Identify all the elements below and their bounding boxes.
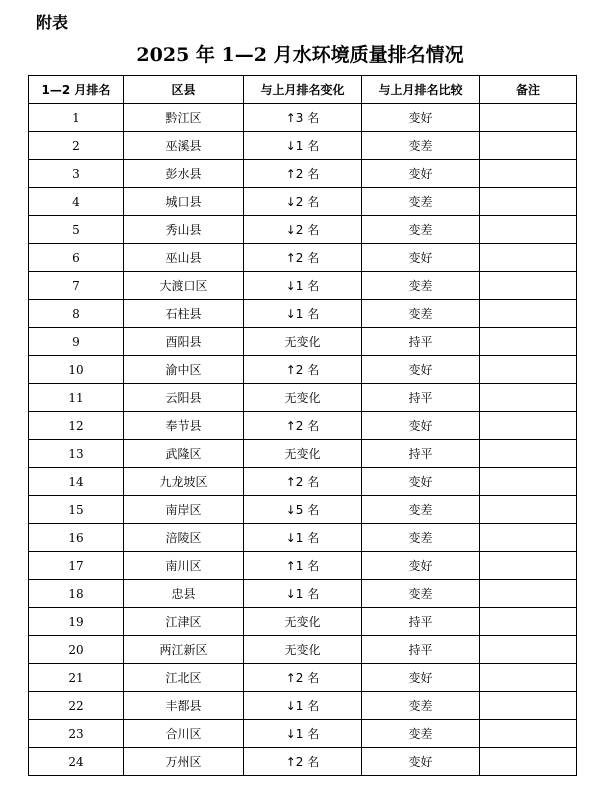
change-cell: ↑2 名 xyxy=(244,468,362,496)
district-cell: 石柱县 xyxy=(124,300,244,328)
compare-cell: 变好 xyxy=(362,468,480,496)
note-cell xyxy=(480,552,577,580)
change-cell: 无变化 xyxy=(244,440,362,468)
rank-cell: 12 xyxy=(29,412,124,440)
change-cell: ↑1 名 xyxy=(244,552,362,580)
district-cell: 云阳县 xyxy=(124,384,244,412)
note-cell xyxy=(480,580,577,608)
table-row xyxy=(29,664,577,692)
table-row xyxy=(29,272,577,300)
note-cell xyxy=(480,748,577,776)
district-cell: 巫溪县 xyxy=(124,132,244,160)
rank-cell: 23 xyxy=(29,720,124,748)
change-cell: ↓1 名 xyxy=(244,300,362,328)
table-row xyxy=(29,496,577,524)
change-cell: ↑3 名 xyxy=(244,104,362,132)
change-cell: ↓2 名 xyxy=(244,216,362,244)
rank-cell: 11 xyxy=(29,384,124,412)
rank-cell: 15 xyxy=(29,496,124,524)
table-row xyxy=(29,244,577,272)
compare-cell: 变差 xyxy=(362,272,480,300)
note-cell xyxy=(480,440,577,468)
rank-cell: 21 xyxy=(29,664,124,692)
ranking-table xyxy=(28,75,577,776)
district-cell: 九龙坡区 xyxy=(124,468,244,496)
note-cell xyxy=(480,524,577,552)
note-cell xyxy=(480,132,577,160)
rank-cell: 6 xyxy=(29,244,124,272)
table-row xyxy=(29,468,577,496)
table-row xyxy=(29,132,577,160)
change-cell: ↓2 名 xyxy=(244,188,362,216)
table-row xyxy=(29,440,577,468)
note-cell xyxy=(480,636,577,664)
compare-cell: 变好 xyxy=(362,552,480,580)
change-cell: ↓1 名 xyxy=(244,132,362,160)
compare-cell: 变差 xyxy=(362,496,480,524)
change-cell: ↓1 名 xyxy=(244,692,362,720)
compare-cell: 变好 xyxy=(362,244,480,272)
table-row xyxy=(29,356,577,384)
column-header-district: 区县 xyxy=(124,76,244,104)
table-row xyxy=(29,160,577,188)
table-row xyxy=(29,412,577,440)
compare-cell: 变好 xyxy=(362,748,480,776)
change-cell: ↑2 名 xyxy=(244,664,362,692)
table-row xyxy=(29,608,577,636)
district-cell: 江津区 xyxy=(124,608,244,636)
district-cell: 黔江区 xyxy=(124,104,244,132)
rank-cell: 5 xyxy=(29,216,124,244)
table-row xyxy=(29,384,577,412)
rank-cell: 24 xyxy=(29,748,124,776)
note-cell xyxy=(480,244,577,272)
district-cell: 大渡口区 xyxy=(124,272,244,300)
compare-cell: 持平 xyxy=(362,384,480,412)
district-cell: 巫山县 xyxy=(124,244,244,272)
district-cell: 酉阳县 xyxy=(124,328,244,356)
compare-cell: 持平 xyxy=(362,328,480,356)
note-cell xyxy=(480,328,577,356)
rank-cell: 14 xyxy=(29,468,124,496)
column-header-rank: 1—2 月排名 xyxy=(29,76,124,104)
compare-cell: 持平 xyxy=(362,636,480,664)
table-row xyxy=(29,580,577,608)
rank-cell: 9 xyxy=(29,328,124,356)
table-row xyxy=(29,216,577,244)
rank-cell: 20 xyxy=(29,636,124,664)
compare-cell: 变差 xyxy=(362,188,480,216)
table-row xyxy=(29,328,577,356)
change-cell: ↓1 名 xyxy=(244,272,362,300)
rank-cell: 22 xyxy=(29,692,124,720)
change-cell: 无变化 xyxy=(244,384,362,412)
note-cell xyxy=(480,188,577,216)
district-cell: 涪陵区 xyxy=(124,524,244,552)
district-cell: 忠县 xyxy=(124,580,244,608)
compare-cell: 变好 xyxy=(362,356,480,384)
district-cell: 武隆区 xyxy=(124,440,244,468)
district-cell: 南岸区 xyxy=(124,496,244,524)
district-cell: 奉节县 xyxy=(124,412,244,440)
change-cell: ↓1 名 xyxy=(244,524,362,552)
table-row xyxy=(29,524,577,552)
district-cell: 合川区 xyxy=(124,720,244,748)
note-cell xyxy=(480,608,577,636)
note-cell xyxy=(480,384,577,412)
district-cell: 城口县 xyxy=(124,188,244,216)
note-cell xyxy=(480,664,577,692)
district-cell: 江北区 xyxy=(124,664,244,692)
district-cell: 秀山县 xyxy=(124,216,244,244)
rank-cell: 16 xyxy=(29,524,124,552)
note-cell xyxy=(480,160,577,188)
rank-cell: 10 xyxy=(29,356,124,384)
rank-cell: 18 xyxy=(29,580,124,608)
attachment-label: 附表 xyxy=(36,13,69,32)
note-cell xyxy=(480,104,577,132)
change-cell: ↑2 名 xyxy=(244,244,362,272)
rank-cell: 19 xyxy=(29,608,124,636)
rank-cell: 7 xyxy=(29,272,124,300)
column-header-compare: 与上月排名比较 xyxy=(362,76,480,104)
table-row xyxy=(29,720,577,748)
table-row xyxy=(29,748,577,776)
rank-cell: 1 xyxy=(29,104,124,132)
compare-cell: 持平 xyxy=(362,608,480,636)
table-row xyxy=(29,692,577,720)
note-cell xyxy=(480,272,577,300)
column-header-note: 备注 xyxy=(480,76,577,104)
compare-cell: 变好 xyxy=(362,412,480,440)
change-cell: ↓1 名 xyxy=(244,720,362,748)
compare-cell: 变差 xyxy=(362,692,480,720)
district-cell: 南川区 xyxy=(124,552,244,580)
table-row xyxy=(29,104,577,132)
note-cell xyxy=(480,216,577,244)
note-cell xyxy=(480,468,577,496)
change-cell: 无变化 xyxy=(244,636,362,664)
table-row xyxy=(29,300,577,328)
note-cell xyxy=(480,356,577,384)
district-cell: 两江新区 xyxy=(124,636,244,664)
table-body xyxy=(29,104,577,776)
rank-cell: 2 xyxy=(29,132,124,160)
change-cell: 无变化 xyxy=(244,328,362,356)
compare-cell: 持平 xyxy=(362,440,480,468)
change-cell: ↑2 名 xyxy=(244,748,362,776)
district-cell: 彭水县 xyxy=(124,160,244,188)
change-cell: ↑2 名 xyxy=(244,356,362,384)
change-cell: ↓1 名 xyxy=(244,580,362,608)
compare-cell: 变差 xyxy=(362,216,480,244)
change-cell: ↓5 名 xyxy=(244,496,362,524)
district-cell: 渝中区 xyxy=(124,356,244,384)
note-cell xyxy=(480,300,577,328)
compare-cell: 变差 xyxy=(362,524,480,552)
note-cell xyxy=(480,496,577,524)
change-cell: 无变化 xyxy=(244,608,362,636)
note-cell xyxy=(480,720,577,748)
compare-cell: 变好 xyxy=(362,664,480,692)
rank-cell: 13 xyxy=(29,440,124,468)
note-cell xyxy=(480,412,577,440)
table-header-row xyxy=(29,76,577,104)
rank-cell: 8 xyxy=(29,300,124,328)
compare-cell: 变好 xyxy=(362,104,480,132)
rank-cell: 17 xyxy=(29,552,124,580)
note-cell xyxy=(480,692,577,720)
column-header-change: 与上月排名变化 xyxy=(244,76,362,104)
table-row xyxy=(29,188,577,216)
table-row xyxy=(29,636,577,664)
district-cell: 万州区 xyxy=(124,748,244,776)
district-cell: 丰都县 xyxy=(124,692,244,720)
change-cell: ↑2 名 xyxy=(244,160,362,188)
page-title: 2025 年 1—2 月水环境质量排名情况 xyxy=(136,44,464,66)
compare-cell: 变好 xyxy=(362,160,480,188)
table-row xyxy=(29,552,577,580)
rank-cell: 3 xyxy=(29,160,124,188)
compare-cell: 变差 xyxy=(362,580,480,608)
change-cell: ↑2 名 xyxy=(244,412,362,440)
rank-cell: 4 xyxy=(29,188,124,216)
compare-cell: 变差 xyxy=(362,300,480,328)
compare-cell: 变差 xyxy=(362,132,480,160)
compare-cell: 变差 xyxy=(362,720,480,748)
